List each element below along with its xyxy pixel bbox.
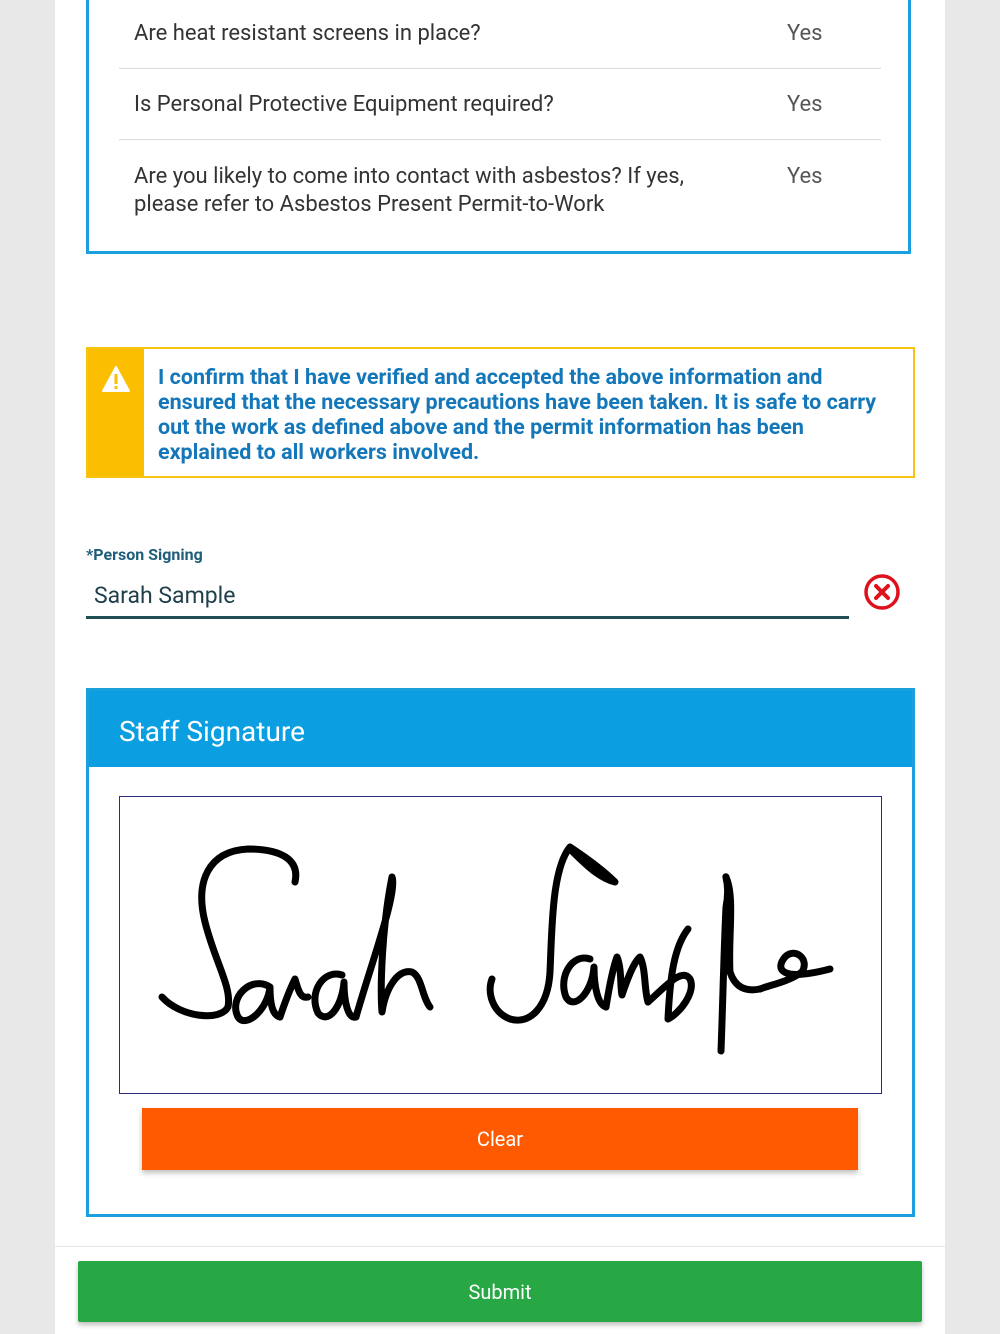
question-text: Are you likely to come into contact with asbestos? If yes, please refer to Asbestos Present Permit-to-Work <box>134 164 684 217</box>
staff-signature-panel <box>86 688 915 1217</box>
footer-divider <box>55 1246 945 1247</box>
confirmation-warning <box>86 347 915 478</box>
answer-value: Yes <box>787 92 823 117</box>
answer-value: Yes <box>787 21 823 46</box>
clear-signature-button[interactable]: Clear <box>142 1108 858 1170</box>
clear-circle-x-icon[interactable] <box>863 573 901 611</box>
signature-header <box>89 691 912 767</box>
divider <box>119 139 881 140</box>
person-signing-label: *Person Signing <box>86 545 203 564</box>
signature-title: Staff Signature <box>119 715 305 748</box>
person-signing-input[interactable] <box>86 575 849 619</box>
submit-button[interactable]: Submit <box>78 1261 922 1322</box>
warning-icon <box>101 365 131 393</box>
signature-pad[interactable] <box>119 796 882 1094</box>
handwritten-signature <box>120 797 881 1093</box>
divider <box>119 68 881 69</box>
question-text: Are heat resistant screens in place? <box>134 21 481 46</box>
confirmation-text: I confirm that I have verified and accepted the above information and ensured that the necessary precautions have been taken. It is safe to carry out the work as defined above and the permit information has been explained to all workers involved. <box>158 365 877 465</box>
question-text: Is Personal Protective Equipment required? <box>134 92 554 117</box>
answer-value: Yes <box>787 164 823 189</box>
